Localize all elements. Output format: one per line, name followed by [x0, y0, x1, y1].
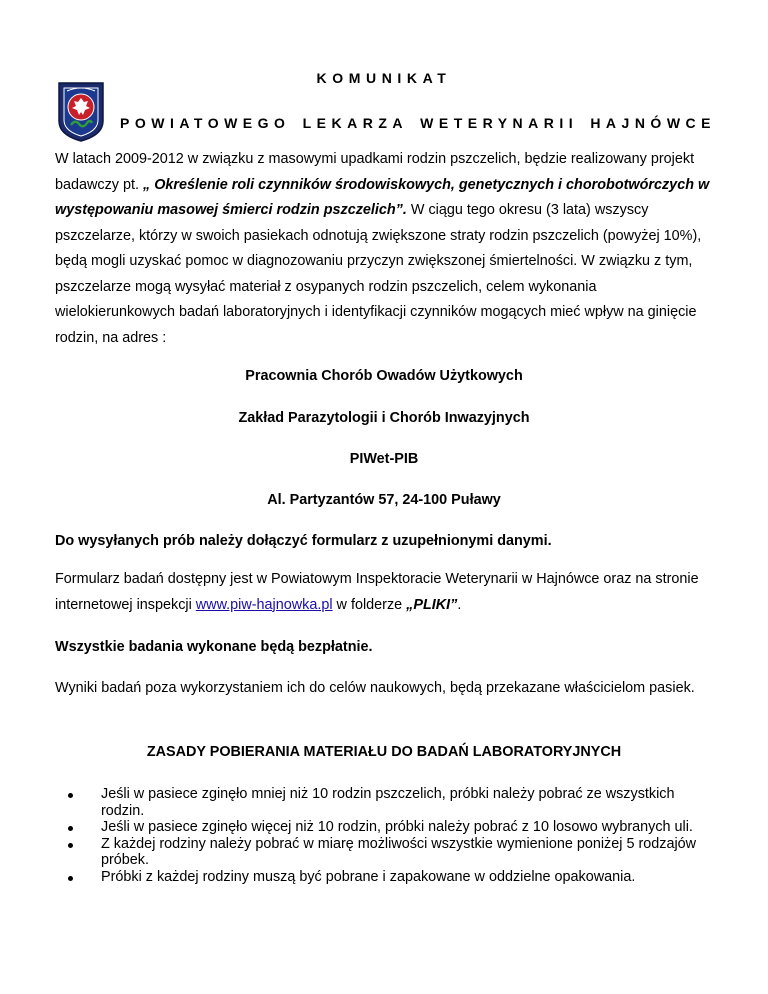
list-item: [55, 869, 717, 886]
intro-text-continued: W ciągu tego okresu (3 lata) wszyscy pszczelarze, którzy w swoich pasiekach odnotują zwiększone straty rodzin pszczelich (powyżej 10%), będą mogli uzyskać pomoc w diagnozowaniu przyczyn zwiększonej śmiertelności. W związku z tym, pszczelarze mogą wysyłać materiał z osypanych rodzin pszczelich, celem wykonania wielokierunkowych badań laboratoryjnych i identyfikacji czynników mogących mieć wpływ na ginięcie rodzin, na adres :: [55, 202, 702, 346]
document-subtitle: [120, 115, 716, 131]
list-item: [55, 786, 717, 819]
list-item: [55, 836, 717, 869]
project-title: „ Określenie roli czynników środowiskowych, genetycznych i chorobotwórczych w występowaniu masowej śmierci rodzin pszczelich”.: [55, 176, 710, 218]
list-item-text: Z każdej rodziny należy pobrać w miarę możliwości wszystkie wymienione poniżej 5 rodzajów próbek.: [101, 835, 697, 868]
subtitle-word: WETERYNARII: [420, 115, 579, 131]
form-info-text: Formularz badań dostępny jest w Powiatowym Inspektoracie Weterynarii w Hajnówce oraz na stronie internetowej inspekcji: [55, 571, 699, 613]
subtitle-word: HAJNÓWCE: [590, 115, 716, 131]
results-paragraph: Wyniki badań poza wykorzystaniem ich do celów naukowych, będą przekazane właścicielom pasiek.: [55, 680, 695, 696]
veterinary-inspection-emblem-icon: [57, 81, 105, 143]
subtitle-word: LEKARZA: [302, 115, 408, 131]
form-info-text: .: [457, 596, 462, 613]
bullet-icon: [68, 793, 73, 798]
free-tests-notice: Wszystkie badania wykonane będą bezpłatnie.: [55, 639, 373, 655]
subtitle-word: POWIATOWEGO: [120, 115, 291, 131]
document-title: KOMUNIKAT: [316, 70, 452, 86]
form-info-text: w folderze: [332, 596, 407, 613]
address-line: PIWet-PIB: [349, 451, 419, 467]
list-item-text: Próbki z każdej rodziny muszą być pobrane i zapakowane w oddzielne opakowania.: [101, 868, 636, 885]
address-line: Pracownia Chorób Owadów Użytkowych: [245, 368, 523, 384]
folder-name: „PLIKI”: [406, 596, 458, 613]
bullet-icon: [68, 843, 73, 848]
form-info-paragraph: [55, 567, 717, 618]
website-link[interactable]: www.piw-hajnowka.pl: [195, 596, 333, 613]
bullet-icon: [68, 826, 73, 831]
rules-heading: ZASADY POBIERANIA MATERIAŁU DO BADAŃ LABORATORYJNYCH: [146, 744, 622, 760]
rules-list: [55, 786, 717, 885]
intro-text: W latach 2009-2012 w związku z masowymi upadkami rodzin pszczelich, będzie realizowany projekt badawczy pt.: [55, 151, 695, 193]
bullet-icon: [68, 876, 73, 881]
address-line: Zakład Parazytologii i Chorób Inwazyjnych: [238, 410, 530, 426]
form-notice: Do wysyłanych prób należy dołączyć formularz z uzupełnionymi danymi.: [55, 533, 552, 549]
list-item: [55, 819, 717, 836]
list-item-text: Jeśli w pasiece zginęło więcej niż 10 rodzin, próbki należy pobrać z 10 losowo wybranych uli.: [101, 819, 693, 835]
list-item-text: Jeśli w pasiece zginęło mniej niż 10 rodzin pszczelich, próbki należy pobrać ze wszystkich rodzin.: [101, 786, 675, 819]
intro-paragraph: [55, 147, 717, 351]
address-line: Al. Partyzantów 57, 24-100 Puławy: [267, 492, 501, 508]
